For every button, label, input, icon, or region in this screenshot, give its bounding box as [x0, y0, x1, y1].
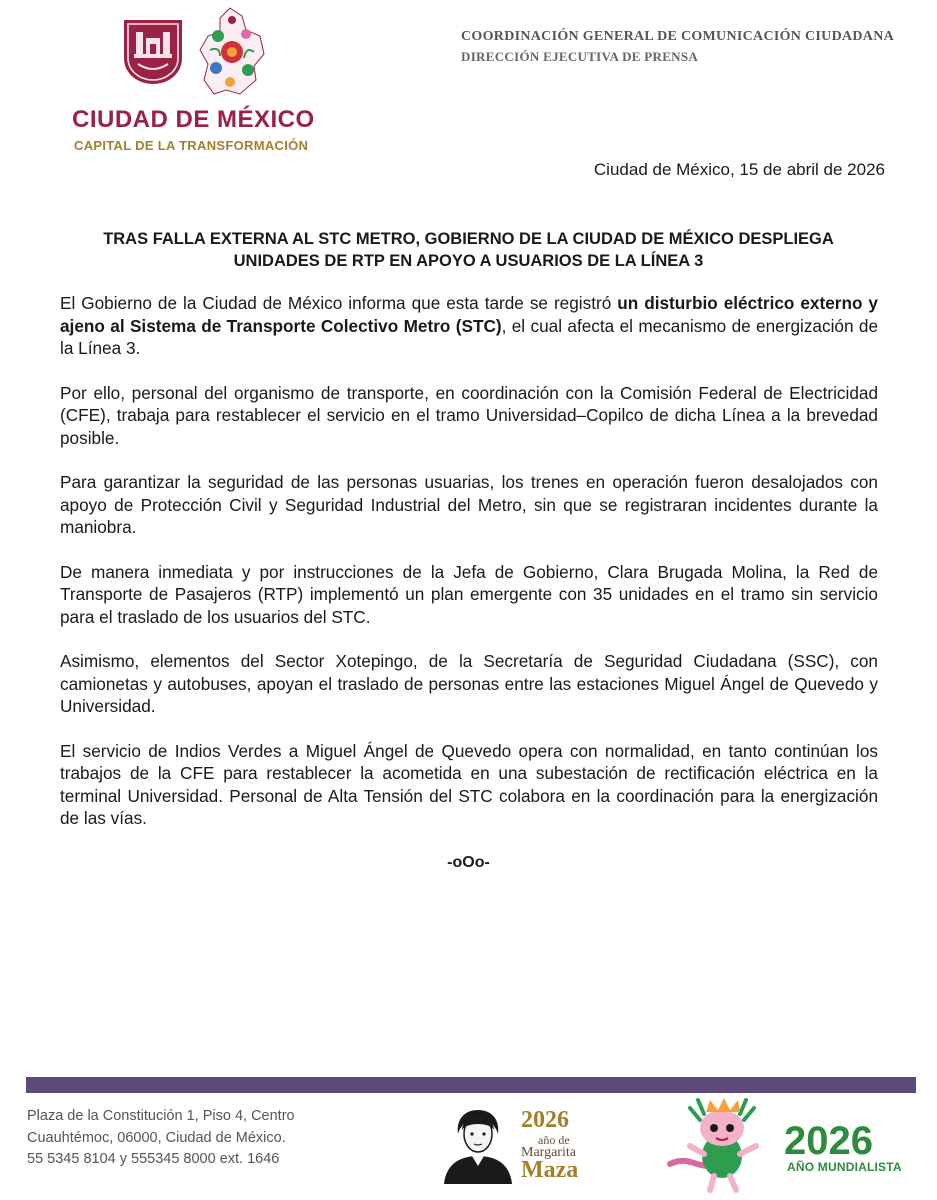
paragraph-4: De manera inmediata y por instrucciones de la Jefa de Gobierno, Clara Brugada Molina, la Red de Transporte de Pasajeros (RTP) implementó un plan emergente con 35 unidades en el tramo sin servicio para el traslado de los usuarios del STC. [60, 561, 878, 627]
paragraph-2: Por ello, personal del organismo de transporte, en coordinación con la Comisión Federal de Electricidad (CFE), trabaja para restablecer el servicio en el tramo Universidad–Copilco de dicha Línea a la brevedad posible. [60, 382, 878, 448]
address-line-1: Plaza de la Constitución 1, Piso 4, Centro [27, 1108, 295, 1124]
address-line-2: Cuauhtémoc, 06000, Ciudad de México. [27, 1129, 286, 1146]
paragraph-3: Para garantizar la seguridad de las personas usuarias, los trenes en operación fueron desalojados con apoyo de Protección Civil y Seguridad Industrial del Metro, sin que se registraran incidentes durante la maniobra. [60, 472, 878, 537]
axolotl-mascot-icon [660, 1094, 780, 1194]
department-line-1: COORDINACIÓN GENERAL DE COMUNICACIÓN CIUDADANA [461, 29, 895, 44]
mundial-label: AÑO MUNDIALISTA [787, 1160, 902, 1174]
paragraph-1-intro: El Gobierno de la Ciudad de México informa que esta tarde se registró [60, 293, 618, 313]
paragraph-5: Asimismo, elementos del Sector Xotepingo, de la Secretaría de Seguridad Ciudadana (SSC), con camionetas y autobuses, apoyan el traslado de personas entre las estaciones Miguel Ángel de Quevedo y Universidad. [60, 651, 878, 716]
margarita-ano-de: año de [538, 1133, 570, 1147]
paragraph-1-end: , el cual afecta el mecanismo de energización de la Línea 3. [60, 315, 878, 358]
headline-line-2: UNIDADES DE RTP EN APOYO A USUARIOS DE LA LÍNEA 3 [233, 252, 704, 270]
headline [60, 228, 877, 272]
margarita-last-name: Maza [521, 1157, 579, 1183]
mundial-year-digits: 2026 [784, 1119, 873, 1160]
logo-subtitle: CAPITAL DE LA TRANSFORMACIÓN [74, 138, 309, 153]
city-map-floral-icon [196, 6, 268, 98]
letterhead [0, 0, 937, 160]
margarita-first-name: Margarita [521, 1145, 576, 1160]
paragraph-1-emphasis: un disturbio eléctrico externo y ajeno al Sistema de Transporte Colectivo Metro (STC) [60, 293, 878, 336]
footer-divider-bar [26, 1077, 916, 1093]
city-coat-of-arms-icon [122, 18, 184, 86]
svg-text:2026 [784, 1119, 873, 1160]
logo-title: CIUDAD DE MÉXICO [72, 106, 315, 133]
margarita-maza-portrait-icon [438, 1106, 518, 1184]
headline-line-1: TRAS FALLA EXTERNA AL STC METRO, GOBIERNO DE LA CIUDAD DE MÉXICO DESPLIEGA [103, 230, 834, 248]
release-date: Ciudad de México, 15 de abril de 2026 [593, 160, 885, 179]
margarita-year: 2026 [521, 1107, 569, 1133]
paragraph-6: El servicio de Indios Verdes a Miguel Ángel de Quevedo opera con normalidad, en tanto continúan los trabajos de la CFE para restablecer la acometida en una subestación de rectificación eléctrica en la terminal Universidad. Personal de Alta Tensión del STC colabora en la coordinación para la energización de las vías. [60, 740, 878, 828]
closing-mark: -oOo- [447, 854, 490, 871]
mundial-year-graphic [784, 1118, 912, 1160]
release-body [60, 292, 878, 852]
address-line-3: 55 5345 8104 y 555345 8000 ext. 1646 [27, 1151, 280, 1167]
footer-address [27, 1106, 295, 1171]
department-line-2: DIRECCIÓN EJECUTIVA DE PRENSA [461, 49, 699, 64]
paragraph-1 [60, 292, 878, 360]
